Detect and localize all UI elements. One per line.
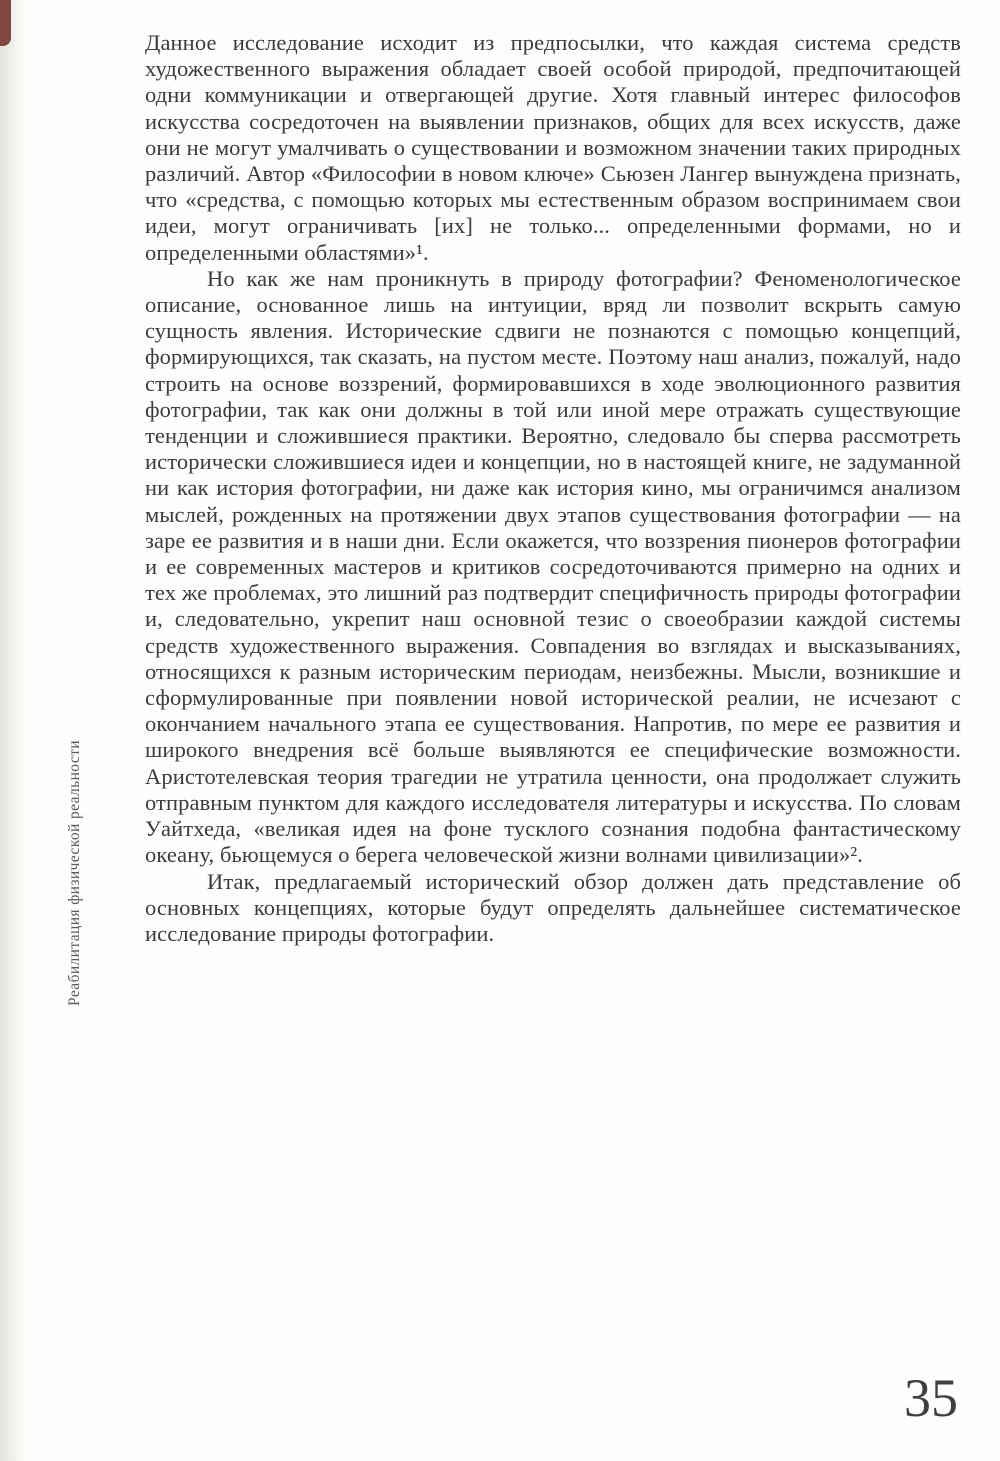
running-title-vertical: Реабилитация физической реальности: [66, 740, 83, 1006]
body-text: [145, 30, 961, 947]
paragraph: Данное исследование исходит из предпосылки, что каждая система средств художественного выражения обладает своей особой природой, предпочитающей одни коммуникации и отвергающей другие. Хотя главный интерес философов искусства сосредоточен на выявлении признаков, общих для всех искусств, даже они не могут умалчивать о существовании и возможном значении таких природных различий. Автор «Философии в новом ключе» Сьюзен Лангер вынуждена признать, что «средства, с помощью которых мы естественным образом воспринимаем свои идеи, могут ограничивать [их] не только... определенными формами, но и определенными областями»¹.: [145, 30, 961, 265]
page-number: 35: [904, 1368, 958, 1428]
page-edge-shading: [0, 0, 26, 1461]
scan-corner-artifact: [0, 0, 11, 46]
paragraph: Но как же нам проникнуть в природу фотографии? Феноменологическое описание, основанное лишь на интуиции, вряд ли позволит вскрыть самую сущность явления. Исторические сдвиги не познаются с помощью концепций, формирующихся, так сказать, на пустом месте. Поэтому наш анализ, пожалуй, надо строить на основе воззрений, формировавшихся в ходе эволюционного развития фотографии, так как они должны в той или иной мере отражать существующие тенденции и сложившиеся практики. Вероятно, следовало бы сперва рассмотреть исторически сложившиеся идеи и концепции, но в настоящей книге, не задуманной ни как история фотографии, ни даже как история кино, мы ограничимся анализом мыслей, рожденных на протяжении двух этапов существования фотографии — на заре ее развития и в наши дни. Если окажется, что воззрения пионеров фотографии и ее современных мастеров и критиков сосредоточиваются примерно на одних и тех же проблемах, это лишний раз подтвердит специфичность природы фотографии и, следовательно, укрепит наш основной тезис о своеобразии каждой системы средств художественного выражения. Совпадения во взглядах и высказываниях, относящихся к разным историческим периодам, неизбежны. Мысли, возникшие и сформулированные при появлении новой исторической реалии, не исчезают с окончанием начального этапа ее существования. Напротив, по мере ее развития и широкого внедрения всё больше выявляются ее специфические возможности. Аристотелевская теория трагедии не утратила ценности, она продолжает служить отправным пунктом для каждого исследователя литературы и искусства. По словам Уайтхеда, «великая идея на фоне тусклого сознания подобна фантастическому океану, бьющемуся о берега человеческой жизни волнами цивилизации»².: [145, 265, 961, 868]
paragraph: Итак, предлагаемый исторический обзор должен дать представление об основных концепциях, которые будут определять дальнейшее систематическое исследование природы фотографии.: [145, 868, 961, 946]
